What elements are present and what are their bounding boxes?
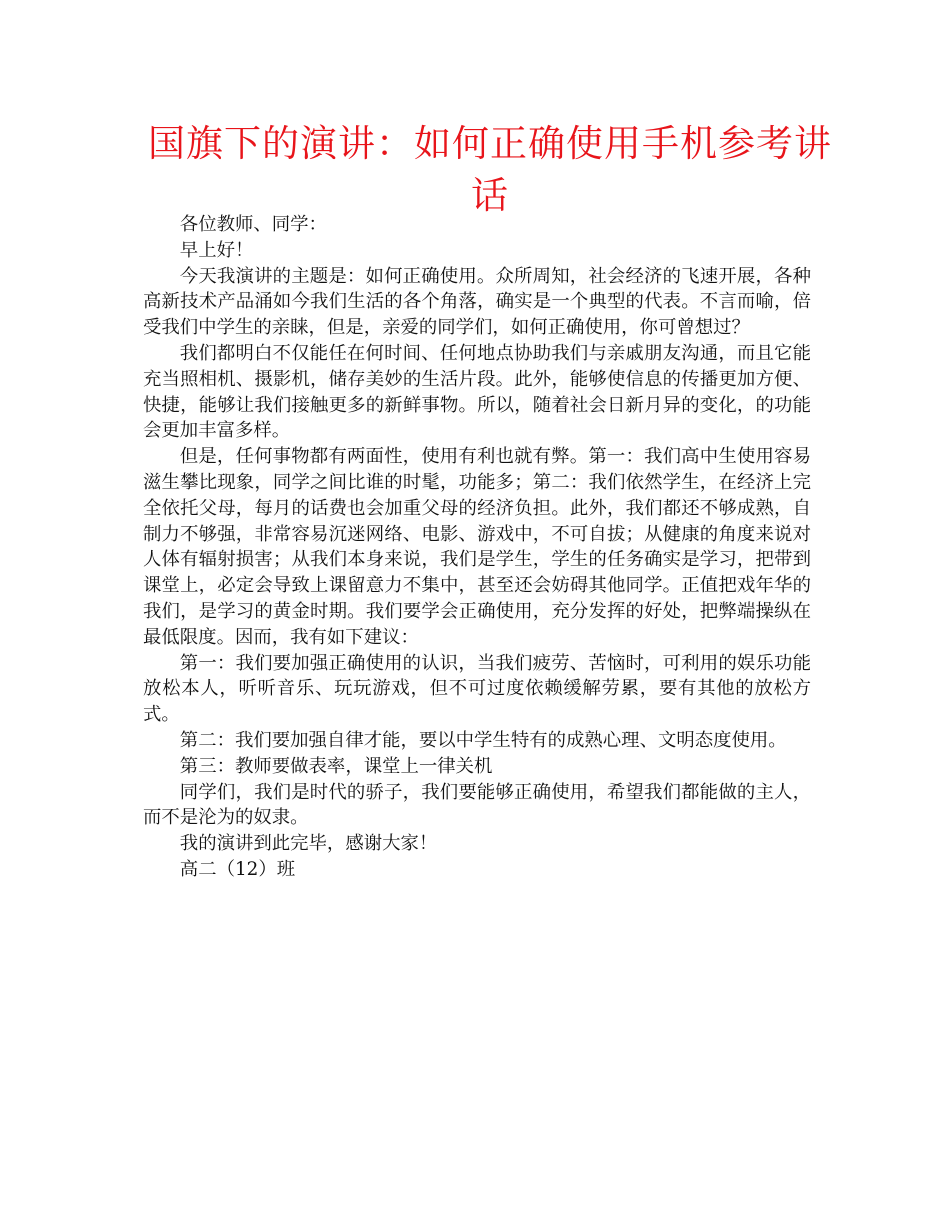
paragraph-suggestion-two: 第二：我们要加强自律才能，要以中学生特有的成熟心理、文明态度使用。 [179, 729, 787, 751]
paragraph-appeal: 同学们，我们是时代的骄子，我们要能够正确使用，希望我们都能做的主人，而不是沦为的奴隶。 [143, 781, 811, 829]
paragraph-suggestion-three: 第三：教师要做表率，课堂上一律关机 [179, 755, 493, 777]
document-title: 国旗下的演讲：如何正确使用手机参考讲话 [148, 122, 832, 217]
paragraph-topic-intro: 今天我演讲的主题是：如何正确使用。众所周知，社会经济的飞速开展，各种高新技术产品涌如今我们生活的各个角落，确实是一个典型的代表。不言而喻，倍受我们中学生的亲睐，但是，亲爱的同学们，如何正确使用，你可曾想过？ [143, 265, 811, 339]
document-body [143, 212, 811, 883]
paragraph-class-signature: 高二（12）班 [179, 858, 296, 880]
paragraph-good-morning: 早上好！ [179, 239, 254, 261]
paragraph-phone-benefits: 我们都明白不仅能任在何时间、任何地点协助我们与亲戚朋友沟通，而且它能充当照相机、摄影机，储存美妙的生活片段。此外，能够使信息的传播更加方便、快捷，能够让我们接触更多的新鲜事物。所以，随着社会日新月异的变化，的功能会更加丰富多样。 [143, 342, 811, 442]
paragraph-suggestion-one: 第一：我们要加强正确使用的认识，当我们疲劳、苦恼时，可利用的娱乐功能放松本人，听听音乐、玩玩游戏，但不可过度依赖缓解劳累，要有其他的放松方式。 [143, 652, 811, 726]
paragraph-phone-drawbacks: 但是，任何事物都有两面性，使用有利也就有弊。第一：我们高中生使用容易滋生攀比现象，同学之间比谁的时髦，功能多；第二：我们依然学生，在经济上完全依托父母，每月的话费也会加重父母的经济负担。此外，我们都还不够成熟，自制力不够强，非常容易沉迷网络、电影、游戏中，不可自拔；从健康的角度来说对人体有辐射损害；从我们本身来说，我们是学生，学生的任务确实是学习，把带到课堂上，必定会导致上课留意力不集中，甚至还会妨碍其他同学。正值把戏年华的我们，是学习的黄金时期。我们要学会正确使用，充分发挥的好处，把弊端操纵在最低限度。因而，我有如下建议： [143, 446, 811, 648]
paragraph-greeting-audience: 各位教师、同学： [179, 214, 327, 235]
paragraph-closing: 我的演讲到此完毕，感谢大家！ [179, 833, 438, 855]
